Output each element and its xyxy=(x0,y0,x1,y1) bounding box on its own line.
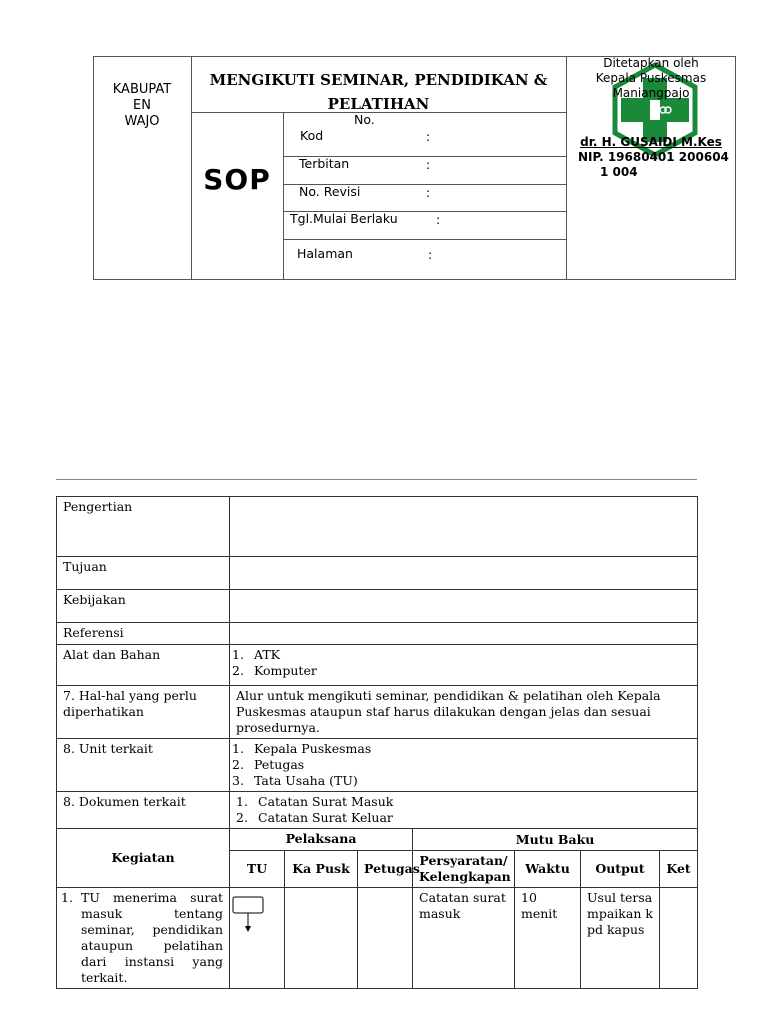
region-name-display: KABUPAT EN WAJO xyxy=(112,82,172,129)
approval-block: Ditetapkan oleh Kepala Puskesmas Maniangpajo xyxy=(595,56,707,100)
approver-nip: NIP. 19680401 200604 1 004 xyxy=(578,150,729,179)
list-item: 2. Komputer xyxy=(232,663,317,678)
row-value xyxy=(230,497,698,557)
mutu-baku-header: Mutu Baku xyxy=(413,829,698,851)
row-value: Alur untuk mengikuti seminar, pendidikan & pelatihan oleh Kepala Puskesmas ataupun staf harus dilakukan dengan jelas dan sesuai prosedurnya. xyxy=(230,686,698,739)
row-value xyxy=(230,590,698,623)
row-label: Tujuan xyxy=(57,557,230,590)
field-label: Terbitan xyxy=(299,156,350,171)
col-header: Ket xyxy=(660,851,698,888)
table-row xyxy=(57,739,698,792)
field-label: No. Revisi xyxy=(299,184,361,199)
row-label: Pengertian xyxy=(57,497,230,557)
table-row xyxy=(57,497,698,557)
row-list xyxy=(230,792,698,829)
col-header: Waktu xyxy=(515,851,581,888)
row-value xyxy=(230,623,698,645)
step-tu-cell xyxy=(230,888,285,989)
table-row xyxy=(57,557,698,590)
step-ket xyxy=(660,888,698,989)
flowchart-start-shape xyxy=(232,896,266,936)
step-petugas-cell xyxy=(358,888,413,989)
flow-step-row xyxy=(57,888,698,989)
pelaksana-header: Pelaksana xyxy=(230,829,413,851)
field-label: Tgl.Mulai Berlaku xyxy=(290,211,398,226)
step-waktu: 10 menit xyxy=(515,888,581,989)
row-label: 8. Dokumen terkait xyxy=(57,792,230,829)
sop-body-table xyxy=(56,496,698,989)
document-title: MENGIKUTI SEMINAR, PENDIDIKAN & PELATIHAN xyxy=(209,71,548,113)
row-label: 8. Unit terkait xyxy=(57,739,230,792)
header-divider xyxy=(283,239,566,240)
field-colon: : xyxy=(426,185,431,200)
table-row xyxy=(57,645,698,686)
row-label: 7. Hal-hal yang perlu diperhatikan xyxy=(57,686,230,739)
field-label: Kod xyxy=(300,128,324,143)
field-label: No. xyxy=(354,112,375,127)
field-colon: : xyxy=(428,247,433,262)
step-output: Usul tersampaikan kpd kapus xyxy=(581,888,660,989)
table-row xyxy=(57,792,698,829)
col-header: Ka Pusk xyxy=(285,851,358,888)
col-header: Petugas xyxy=(358,851,413,888)
list-item: 1. Kepala Puskesmas xyxy=(232,741,372,756)
list-item: 1. Catatan Surat Masuk xyxy=(236,794,394,809)
field-colon: : xyxy=(436,212,441,227)
page-divider xyxy=(56,479,697,480)
field-label: Halaman xyxy=(297,246,353,261)
row-value xyxy=(230,557,698,590)
row-list xyxy=(230,739,698,792)
step-kegiatan: 1. TU menerima surat masuk tentang seminar, pendidikan ataupun pelatihan dari instansi yang terkait. xyxy=(57,888,230,989)
sop-label: SOP xyxy=(203,163,271,196)
list-item: 1. ATK xyxy=(232,647,281,662)
table-row xyxy=(57,686,698,739)
table-row xyxy=(57,623,698,645)
field-colon: : xyxy=(426,157,431,172)
row-label: Kebijakan xyxy=(57,590,230,623)
table-row xyxy=(57,590,698,623)
approver-name: dr. H. GUSAIDI M.Kes xyxy=(580,135,722,149)
col-header: Output xyxy=(581,851,660,888)
step-kapusk-cell xyxy=(285,888,358,989)
list-item: 2. Petugas xyxy=(232,757,305,772)
row-label: Referensi xyxy=(57,623,230,645)
col-header: Persyaratan/ Kelengkapan xyxy=(413,851,515,888)
step-persyaratan: Catatan surat masuk xyxy=(413,888,515,989)
kegiatan-header: Kegiatan xyxy=(57,829,230,888)
header-divider xyxy=(283,112,284,280)
flow-header-row xyxy=(57,829,698,851)
row-label: Alat dan Bahan xyxy=(57,645,230,686)
list-item: 3. Tata Usaha (TU) xyxy=(232,773,358,788)
list-item: 2. Catatan Surat Keluar xyxy=(236,810,393,825)
field-colon: : xyxy=(426,129,431,144)
col-header: TU xyxy=(230,851,285,888)
row-list xyxy=(230,645,698,686)
